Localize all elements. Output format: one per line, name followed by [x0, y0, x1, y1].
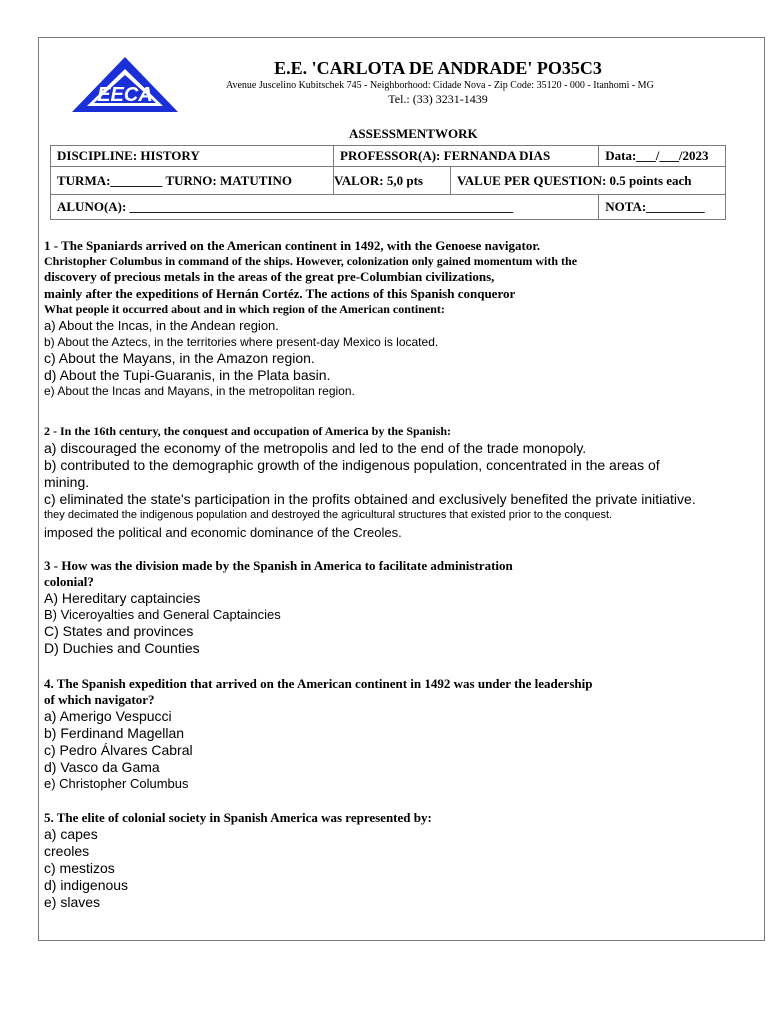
q1-stem-line: 1 - The Spaniards arrived on the American continent in 1492, with the Genoese navigator. [44, 238, 541, 253]
q2-option-a[interactable]: a) discouraged the economy of the metropolis and led to the end of the trade monopoly. [44, 440, 587, 456]
q4-option-d[interactable]: d) Vasco da Gama [44, 759, 160, 775]
q4-option-a[interactable]: a) Amerigo Vespucci [44, 708, 172, 724]
q5-option-d[interactable]: d) indigenous [44, 877, 129, 893]
q4-stem-line: 4. The Spanish expedition that arrived on the American continent in 1492 was under the leadership [44, 676, 593, 691]
school-header [226, 58, 654, 107]
school-name: E.E. 'CARLOTA DE ANDRADE' PO35C3 [274, 58, 602, 78]
q3-stem-line: 3 - How was the division made by the Spanish in America to facilitate administration [44, 558, 513, 573]
school-address: Avenue Juscelino Kubitschek 745 - Neighborhood: Cidade Nova - Zip Code: 35120 - 000 - Itanhomi - MG [226, 80, 654, 91]
q2-option-e[interactable]: imposed the political and economic dominance of the Creoles. [44, 525, 402, 540]
q2-option-d[interactable]: they decimated the indigenous population and destroyed the agricultural structures that existed prior to the conquest. [44, 509, 613, 521]
q3-option-c[interactable]: C) States and provinces [44, 623, 194, 639]
value-per-question-cell: VALUE PER QUESTION: 0.5 points each [451, 167, 726, 195]
q1-question: What people it occurred about and in which region of the American continent: [44, 302, 445, 316]
q1-option-d[interactable]: d) About the Tupi-Guaranis, in the Plata basin. [44, 367, 331, 383]
question-4 [44, 676, 592, 792]
q5-option-a[interactable]: a) capes [44, 826, 98, 842]
date-field[interactable]: Data:___/___/2023 [599, 146, 726, 167]
question-3 [44, 558, 513, 657]
nota-field[interactable]: NOTA:_________ [599, 195, 726, 220]
q1-stem-line: Christopher Columbus in command of the ships. However, colonization only gained momentum with the [44, 254, 578, 268]
svg-text:EECA: EECA [97, 84, 153, 106]
question-5 [44, 810, 432, 911]
school-phone: Tel.: (33) 3231-1439 [388, 92, 488, 106]
q1-stem-line: mainly after the expeditions of Hernán Cortéz. The actions of this Spanish conqueror [44, 286, 516, 301]
valor-cell: VALOR: 5,0 pts [334, 167, 451, 195]
turma-turno-cell[interactable]: TURMA:________ TURNO: MATUTINO [51, 167, 334, 195]
q1-option-a[interactable]: a) About the Incas, in the Andean region. [44, 318, 279, 333]
q3-option-d[interactable]: D) Duchies and Counties [44, 640, 200, 656]
question-1 [44, 238, 577, 399]
school-logo [70, 55, 180, 115]
discipline-cell: DISCIPLINE: HISTORY [51, 146, 334, 167]
q4-option-c[interactable]: c) Pedro Álvares Cabral [44, 742, 193, 758]
q5-option-c[interactable]: c) mestizos [44, 860, 115, 876]
q2-stem: 2 - In the 16th century, the conquest and occupation of America by the Spanish: [44, 424, 452, 438]
aluno-field[interactable]: ALUNO(A): ___________________________________________________________ [51, 195, 599, 220]
q2-option-b[interactable]: b) contributed to the demographic growth of the indigenous population, concentrated in the areas of [44, 457, 660, 473]
q3-option-a[interactable]: A) Hereditary captaincies [44, 590, 201, 606]
question-2 [44, 424, 696, 541]
q4-option-e[interactable]: e) Christopher Columbus [44, 776, 189, 791]
q1-stem-line: discovery of precious metals in the areas of the great pre-Columbian civilizations, [44, 269, 495, 284]
q1-option-b[interactable]: b) About the Aztecs, in the territories where present-day Mexico is located. [44, 335, 439, 349]
q1-option-c[interactable]: c) About the Mayans, in the Amazon region. [44, 350, 315, 366]
q1-option-e[interactable]: e) About the Incas and Mayans, in the metropolitan region. [44, 384, 355, 398]
q3-option-b[interactable]: B) Viceroyalties and General Captaincies [44, 607, 281, 622]
q4-stem-line: of which navigator? [44, 692, 155, 707]
q5-stem: 5. The elite of colonial society in Spanish America was represented by: [44, 810, 432, 825]
q4-option-b[interactable]: b) Ferdinand Magellan [44, 725, 185, 741]
student-info-table [50, 145, 726, 220]
document-title: ASSESSMENTWORK [349, 126, 478, 141]
q5-option-e[interactable]: e) slaves [44, 894, 101, 910]
q2-option-b-cont: mining. [44, 474, 90, 490]
q3-stem-line: colonial? [44, 574, 94, 589]
q2-option-c[interactable]: c) eliminated the state's participation in the profits obtained and exclusively benefited the private initiative. [44, 491, 696, 507]
professor-cell: PROFESSOR(A): FERNANDA DIAS [334, 146, 599, 167]
q5-option-b[interactable]: creoles [44, 843, 90, 859]
